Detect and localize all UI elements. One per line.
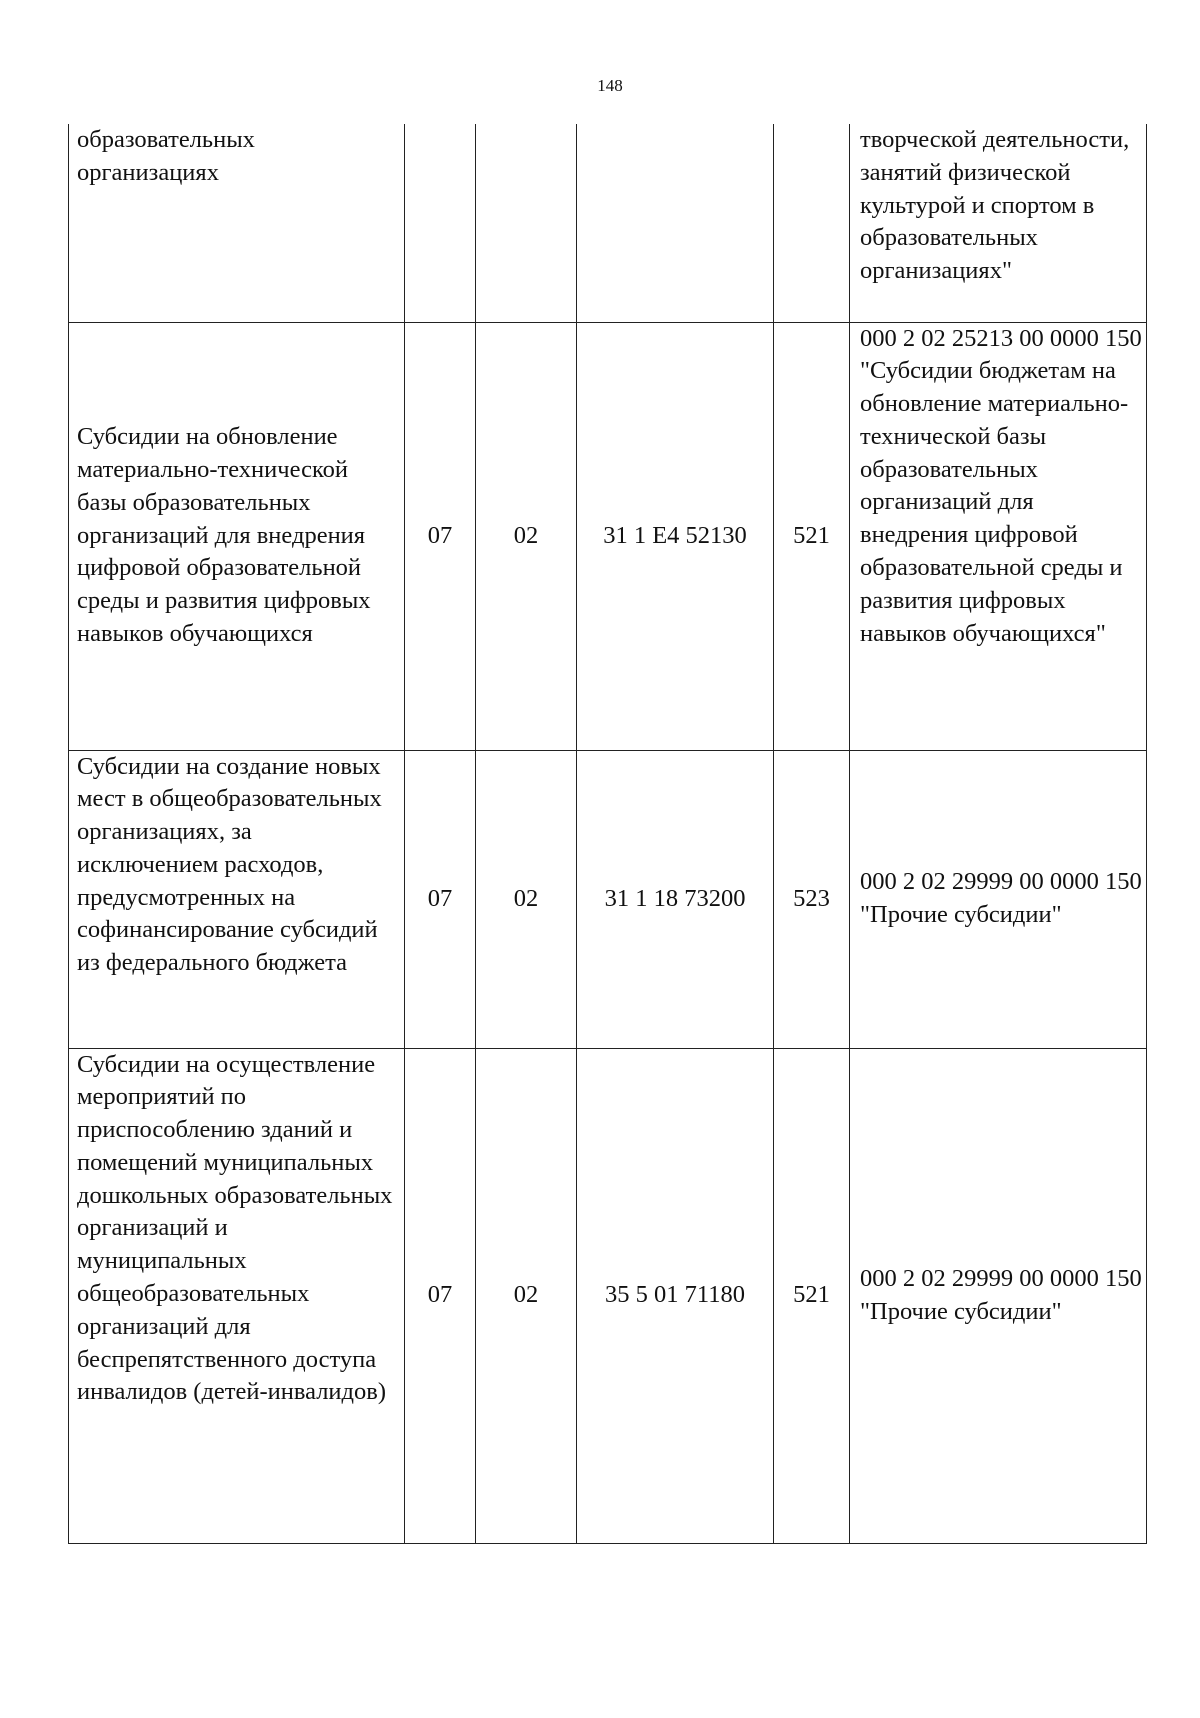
section-cell: 07 xyxy=(405,750,476,1048)
expense-type-cell xyxy=(774,124,850,322)
target-article-cell xyxy=(577,124,774,322)
expense-type-cell: 521 xyxy=(774,322,850,750)
revenue-code-cell: 000 2 02 25213 00 0000 150 "Субсидии бюджетам на обновление материально-технической базы образовательных организаций для внедрения цифровой образовательной среды и развития цифровых навыков обучающихся" xyxy=(850,322,1147,750)
table-row xyxy=(69,750,1147,1048)
expense-name-cell: Субсидии на обновление материально-технической базы образовательных организаций для внедрения цифровой образовательной среды и развития цифровых навыков обучающихся xyxy=(69,322,405,750)
expense-type-cell: 521 xyxy=(774,1048,850,1543)
target-article-cell: 35 5 01 71180 xyxy=(577,1048,774,1543)
target-article-cell: 31 1 E4 52130 xyxy=(577,322,774,750)
target-article-cell: 31 1 18 73200 xyxy=(577,750,774,1048)
revenue-code-cell: 000 2 02 29999 00 0000 150 "Прочие субсидии" xyxy=(850,750,1147,1048)
section-cell: 07 xyxy=(405,1048,476,1543)
table-row xyxy=(69,124,1147,322)
subsection-cell: 02 xyxy=(476,750,577,1048)
expense-name-cell: Субсидии на создание новых мест в общеобразовательных организациях, за исключением расходов, предусмотренных на софинансирование субсидий из федерального бюджета xyxy=(69,750,405,1048)
subsection-cell: 02 xyxy=(476,1048,577,1543)
revenue-code-cell: творческой деятельности, занятий физической культурой и спортом в образовательных организациях" xyxy=(850,124,1147,322)
table-row xyxy=(69,1048,1147,1543)
section-cell: 07 xyxy=(405,322,476,750)
subsection-cell xyxy=(476,124,577,322)
expense-name-cell: Субсидии на осуществление мероприятий по приспособлению зданий и помещений муниципальных дошкольных образовательных организаций и муниципальных общеобразовательных организаций для беспрепятственного доступа инвалидов (детей-инвалидов) xyxy=(69,1048,405,1543)
budget-table xyxy=(68,124,1147,1544)
section-cell xyxy=(405,124,476,322)
revenue-code-cell: 000 2 02 29999 00 0000 150 "Прочие субсидии" xyxy=(850,1048,1147,1543)
table-row xyxy=(69,322,1147,750)
expense-name-cell: образовательных организациях xyxy=(69,124,405,322)
subsection-cell: 02 xyxy=(476,322,577,750)
expense-type-cell: 523 xyxy=(774,750,850,1048)
page-number: 148 xyxy=(597,76,623,95)
